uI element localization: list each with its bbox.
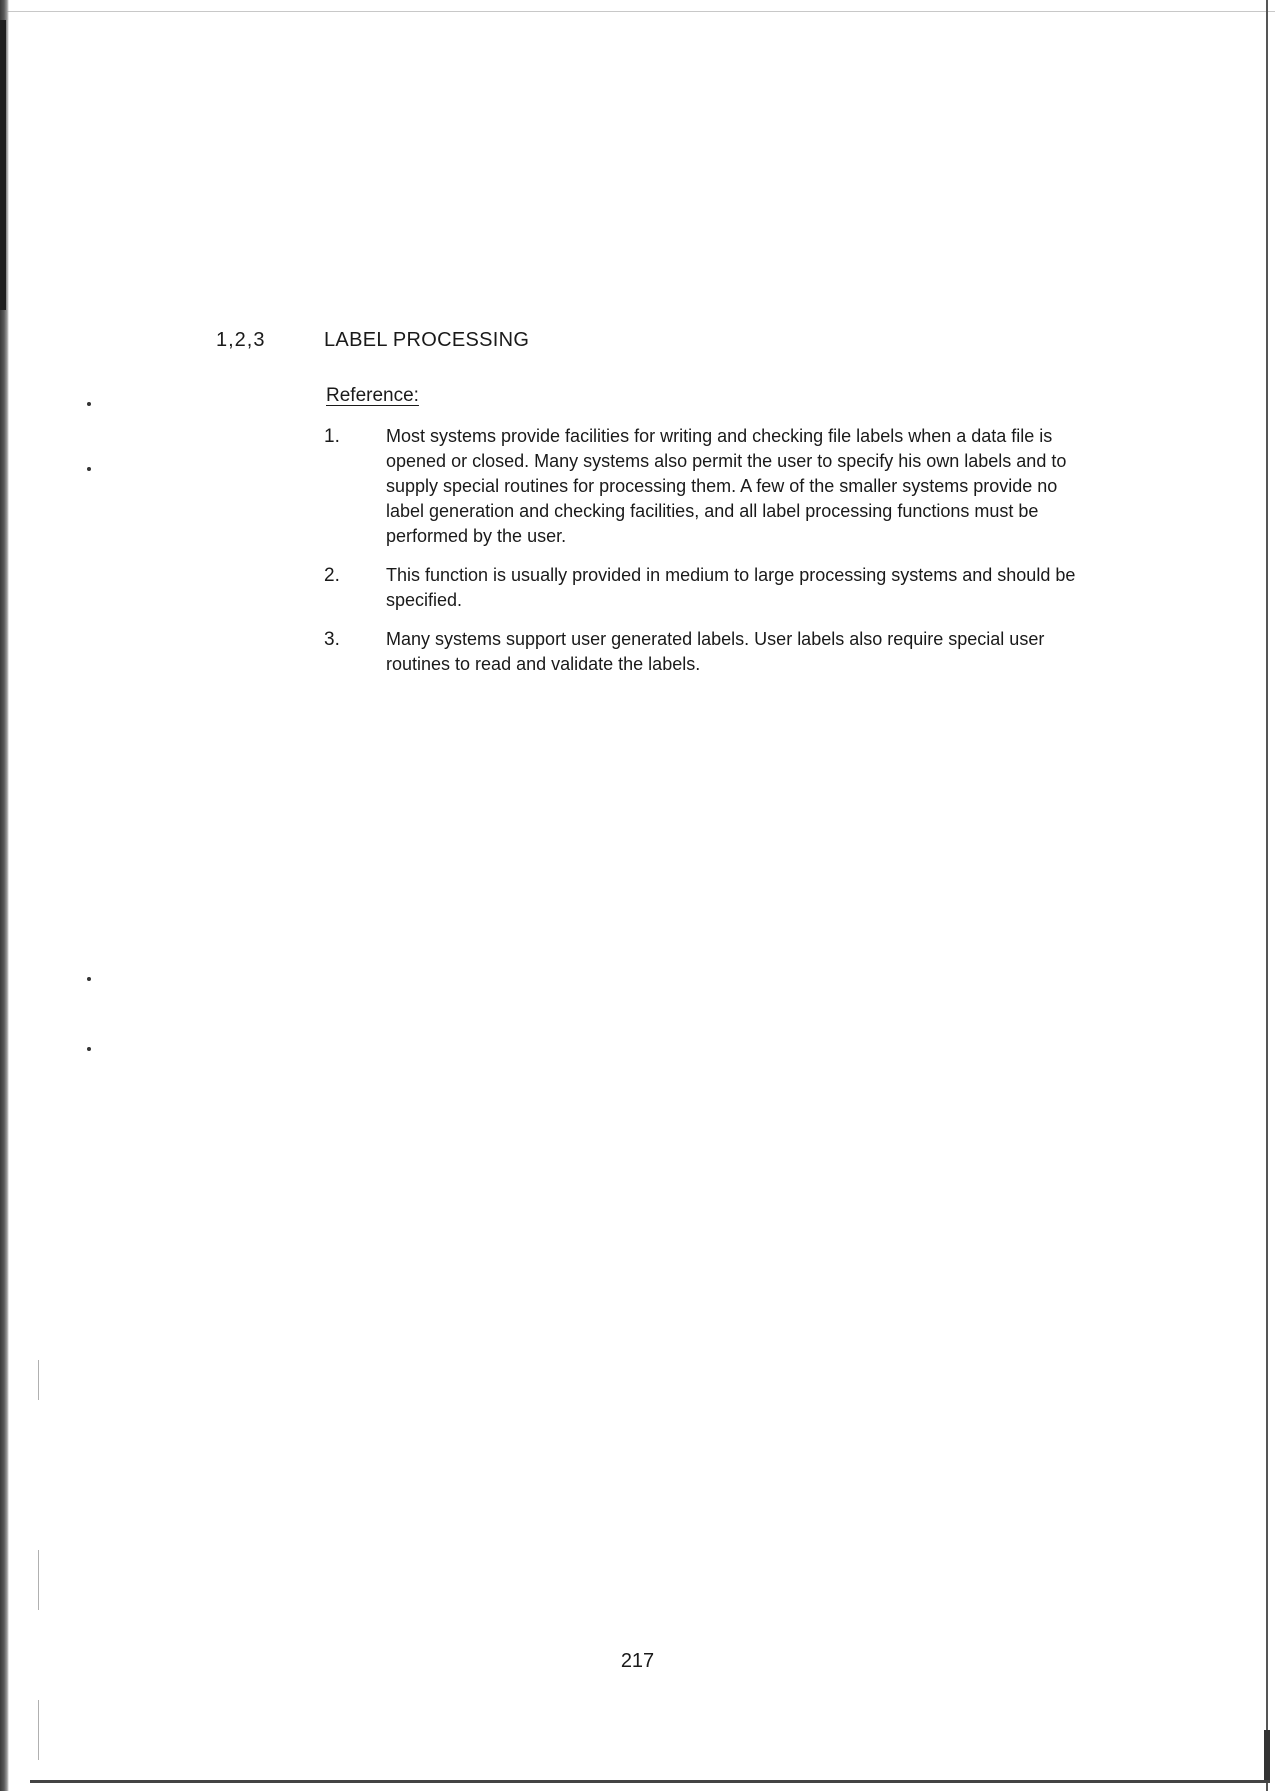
section-number: 1,2,3 xyxy=(216,329,266,351)
scan-mark xyxy=(38,1360,39,1400)
margin-dot xyxy=(87,402,91,406)
page-top-edge xyxy=(0,0,1275,12)
item-number: 2. xyxy=(324,565,340,586)
section-title: LABEL PROCESSING xyxy=(324,329,530,351)
item-text: This function is usually provided in medium to large processing systems and should be specified. xyxy=(386,565,1076,610)
reference-list xyxy=(324,424,1094,691)
margin-dot xyxy=(87,1047,91,1051)
item-text: Many systems support user generated labels. User labels also require special user routines to read and validate the labels. xyxy=(386,629,1045,674)
item-number: 3. xyxy=(324,629,340,650)
scan-mark xyxy=(38,1700,39,1760)
page-number: 217 xyxy=(620,1650,655,1672)
list-item xyxy=(324,424,1094,549)
reference-label: Reference: xyxy=(326,385,419,406)
margin-dot xyxy=(87,977,91,981)
page-bottom-edge xyxy=(30,1780,1270,1783)
list-item xyxy=(324,627,1094,677)
page-right-edge xyxy=(1266,0,1268,1791)
margin-dot xyxy=(87,467,91,471)
scan-mark xyxy=(38,1550,39,1610)
list-item xyxy=(324,563,1094,613)
page-left-binding-shadow xyxy=(0,20,6,310)
item-text: Most systems provide facilities for writing and checking file labels when a data file is opened or closed. Many systems also permit the user to specify his own labels and to supply special routines for processing them. A few of the smaller systems provide no label generation and checking facilities, and all label processing functions must be performed by the user. xyxy=(386,426,1067,546)
page-corner-mark xyxy=(1264,1730,1270,1780)
item-number: 1. xyxy=(324,426,340,447)
